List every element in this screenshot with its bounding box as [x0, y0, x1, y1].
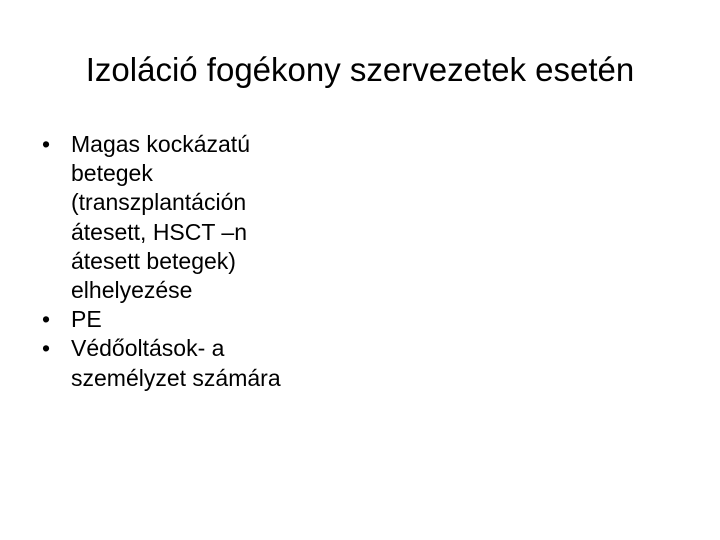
bullet-text-line: átesett, HSCT –n — [71, 218, 247, 245]
slide-title: Izoláció fogékony szervezetek esetén — [85, 51, 635, 88]
bullet-list — [36, 130, 336, 393]
bullet-dot-icon: • — [41, 131, 51, 157]
bullet-text-line: elhelyezése — [71, 277, 193, 304]
bullet-item-vaccinations — [36, 334, 336, 392]
bullet-dot-icon: • — [41, 306, 51, 333]
bullet-text-line: (transzplantáción — [71, 189, 247, 216]
bullet-text-line: átesett betegek) — [71, 247, 236, 274]
bullet-item-high-risk-patients — [36, 130, 336, 305]
bullet-text-line: személyzet számára — [71, 364, 281, 391]
bullet-text-line: betegek — [71, 160, 153, 187]
bullet-dot-icon: • — [41, 335, 51, 362]
bullet-item-pe — [36, 305, 336, 334]
bullet-text-line: Védőoltások- a — [71, 335, 225, 362]
bullet-text-line: PE — [71, 306, 102, 333]
bullet-text-line: Magas kockázatú — [71, 131, 250, 157]
